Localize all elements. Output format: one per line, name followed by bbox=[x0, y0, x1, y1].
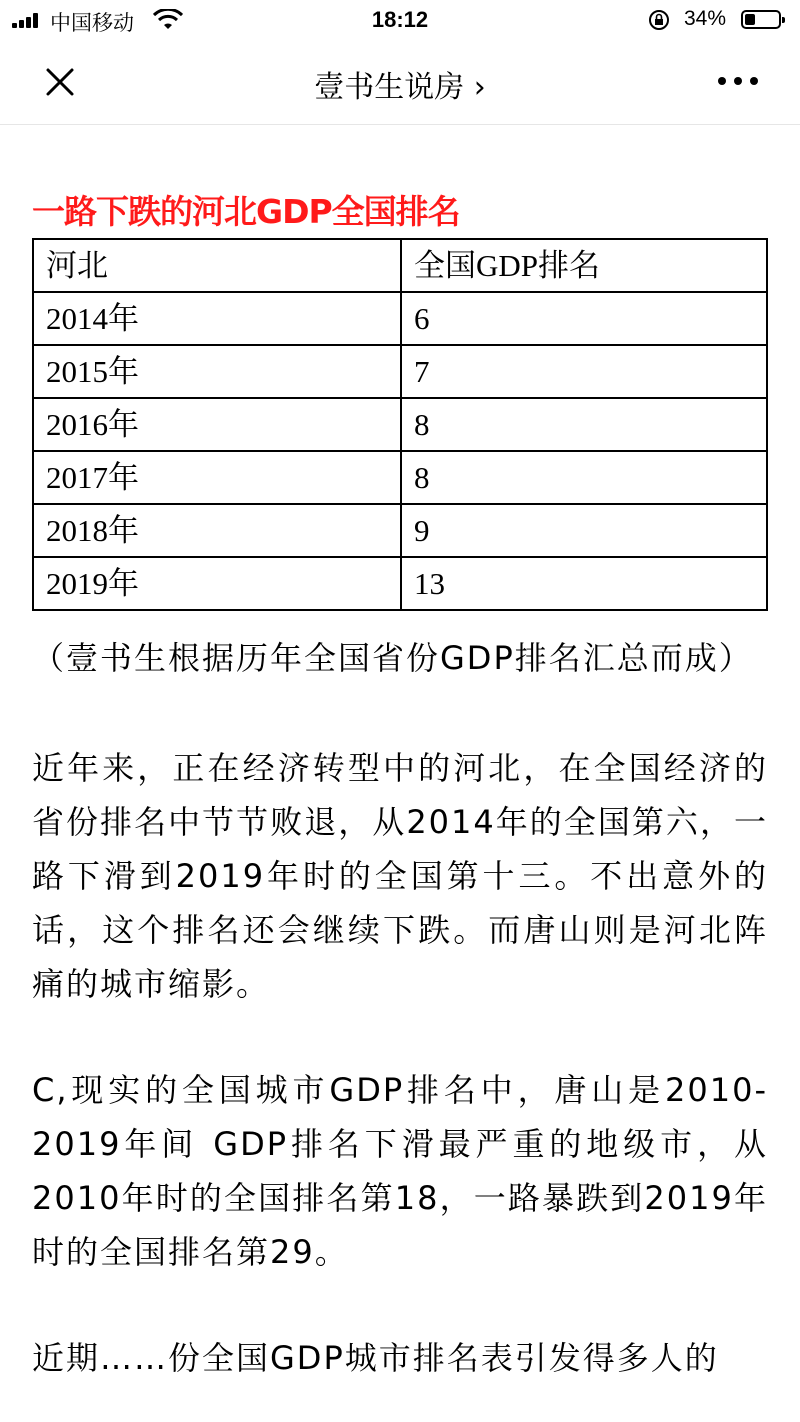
table-row bbox=[33, 398, 767, 451]
gdp-ranking-table bbox=[32, 238, 768, 611]
table-cell-year: 2016年 bbox=[33, 398, 401, 451]
table-cell-rank: 13 bbox=[401, 557, 767, 610]
article-paragraph-partial: 近期……份全国GDP城市排名表引发得多人的 bbox=[32, 1339, 719, 1377]
battery-icon bbox=[741, 10, 781, 29]
article-paragraph: 近年来，正在经济转型中的河北，在全国经济的省份排名中节节败退，从2014年的全国第六，一路下滑到2019年时的全国第十三。不出意外的话，这个排名还会继续下跌。而唐山则是河北阵痛的城市缩影。 bbox=[32, 749, 768, 1003]
table-header-cell: 河北 bbox=[33, 239, 401, 292]
carrier-name: 中国移动 bbox=[50, 12, 134, 35]
rotation-lock-icon bbox=[648, 9, 670, 31]
table-cell-rank: 8 bbox=[401, 398, 767, 451]
article-content bbox=[32, 190, 768, 1385]
table-cell-year: 2015年 bbox=[33, 345, 401, 398]
table-header-cell: 全国GDP排名 bbox=[401, 239, 767, 292]
table-cell-rank: 8 bbox=[401, 451, 767, 504]
account-title-link[interactable]: 壹书生说房 › bbox=[314, 70, 486, 105]
table-row bbox=[33, 451, 767, 504]
table-row bbox=[33, 504, 767, 557]
article-paragraph: C,现实的全国城市GDP排名中，唐山是2010-2019年间 GDP排名下滑最严重的地级市，从2010年时的全国排名第18，一路暴跌到2019年时的全国排名第29。 bbox=[32, 1071, 768, 1271]
table-row bbox=[33, 292, 767, 345]
table-cell-rank: 7 bbox=[401, 345, 767, 398]
section-title: 一路下跌的河北GDP全国排名 bbox=[32, 192, 460, 231]
table-row bbox=[33, 345, 767, 398]
table-cell-year: 2017年 bbox=[33, 451, 401, 504]
table-cell-year: 2019年 bbox=[33, 557, 401, 610]
status-bar bbox=[0, 0, 800, 40]
nav-bar bbox=[0, 40, 800, 125]
battery-percent: 34% bbox=[684, 7, 727, 30]
table-source-note: （壹书生根据历年全国省份GDP排名汇总而成） bbox=[32, 639, 753, 677]
table-cell-rank: 6 bbox=[401, 292, 767, 345]
table-cell-year: 2014年 bbox=[33, 292, 401, 345]
table-row bbox=[33, 557, 767, 610]
clock-time: 18:12 bbox=[371, 7, 429, 32]
table-cell-year: 2018年 bbox=[33, 504, 401, 557]
table-header-row bbox=[33, 239, 767, 292]
table-cell-rank: 9 bbox=[401, 504, 767, 557]
more-options-icon[interactable] bbox=[714, 66, 762, 96]
